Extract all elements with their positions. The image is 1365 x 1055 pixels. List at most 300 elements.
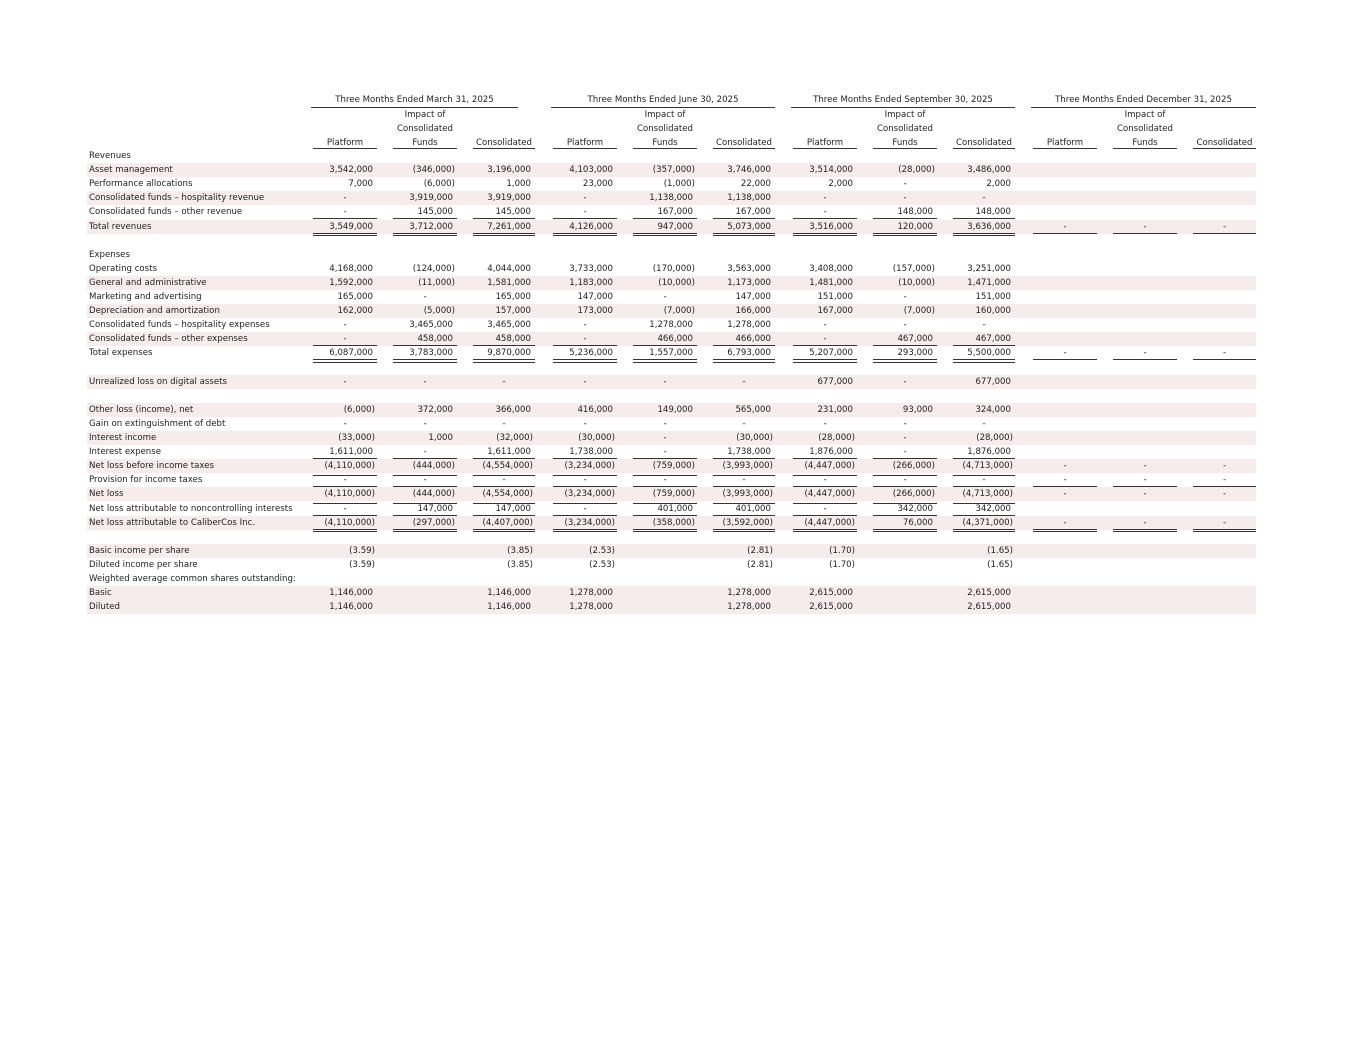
value-cell: 23,000 [582,179,613,190]
period-header: Three Months Ended September 30, 2025 [813,95,993,105]
row-label: Gain on extinguishment of debt [89,418,226,429]
period-header: Three Months Ended December 31, 2025 [1055,95,1232,105]
sum-underline [473,359,535,360]
value-cell: 565,000 [735,404,771,415]
value-cell: - [1063,461,1067,472]
value-cell: 2,615,000 [809,588,853,599]
row-label: Basic [89,588,112,599]
row-label: Unrealized loss on digital assets [89,376,227,387]
value-cell: 1,000 [506,179,531,190]
column-header-underline [873,148,937,149]
value-cell: 3,746,000 [727,165,771,176]
value-cell: (124,000) [412,263,455,274]
value-cell: 458,000 [495,334,531,345]
value-cell: (4,447,000) [804,517,855,528]
value-cell: 2,615,000 [967,602,1011,613]
value-cell: (346,000) [412,165,455,176]
value-cell: 1,738,000 [727,447,771,458]
value-cell: - [903,418,907,429]
value-cell: 1,278,000 [727,588,771,599]
row-label: Total expenses [89,348,153,359]
value-cell: 1,138,000 [649,193,693,204]
total-double-underline [873,362,937,363]
sum-underline [1033,529,1097,530]
total-double-underline [473,362,535,363]
total-double-underline [793,235,857,236]
sum-underline [553,233,617,234]
value-cell: (170,000) [652,263,695,274]
total-double-underline [393,362,457,363]
value-cell: - [502,475,506,486]
value-cell: (444,000) [412,489,455,500]
value-cell: (10,000) [898,277,935,288]
total-double-underline [633,235,697,236]
sum-underline [1193,233,1256,234]
value-cell: - [423,292,427,302]
row-label: Other loss (income), net [89,404,194,415]
value-cell: 93,000 [902,404,933,415]
column-header: Consolidated [1196,138,1253,148]
column-header: Platform [566,138,604,148]
value-cell: (266,000) [892,461,935,472]
value-cell: (7,000) [903,306,935,317]
column-header: Impact of [404,110,446,120]
value-cell: (2.81) [747,559,773,570]
sum-underline [393,359,457,360]
value-cell: 1,278,000 [727,602,771,613]
value-cell: 1,876,000 [967,447,1011,458]
sum-underline [793,233,857,234]
value-cell: 3,514,000 [809,165,853,176]
value-cell: 147,000 [577,292,613,302]
value-cell: (6,000) [423,179,455,190]
value-cell: 165,000 [337,292,373,302]
sum-double-underline [633,531,697,532]
value-cell: (157,000) [892,263,935,274]
column-header-underline [1033,148,1097,149]
sum-double-underline [1113,531,1177,532]
value-cell: 3,712,000 [409,221,453,232]
column-header: Impact of [644,110,686,120]
value-cell: - [343,193,347,204]
value-cell: (28,000) [818,433,855,443]
total-double-underline [633,362,697,363]
sum-double-underline [313,531,377,532]
sum-underline [1113,233,1177,234]
sum-underline [1113,359,1177,360]
value-cell: - [1143,475,1147,486]
value-cell: 148,000 [975,207,1011,218]
column-header: Consolidated [1116,124,1174,134]
column-header: Platform [806,138,844,148]
value-cell: 5,500,000 [967,348,1011,359]
value-cell: (3,234,000) [564,517,615,528]
value-cell: 166,000 [735,306,771,317]
value-cell: 401,000 [657,503,693,514]
sum-underline [313,529,377,530]
value-cell: 167,000 [817,306,853,317]
value-cell: 4,103,000 [569,165,613,176]
value-cell: - [823,193,827,204]
column-header: Funds [892,138,918,148]
value-cell: 2,615,000 [967,588,1011,599]
value-cell: 1,000 [428,433,453,443]
sum-underline [393,233,457,234]
value-cell: - [423,447,427,458]
sum-underline [713,359,775,360]
row-label: Weighted average common shares outstanding: [89,574,296,584]
value-cell: - [1143,517,1147,528]
value-cell: (1.70) [829,559,855,570]
column-header-underline [313,148,377,149]
value-cell: - [982,193,986,204]
value-cell: - [1143,348,1147,359]
value-cell: 147,000 [495,503,531,514]
value-cell: 3,919,000 [409,193,453,204]
value-cell: - [343,334,347,345]
value-cell: (11,000) [418,277,455,288]
value-cell: - [742,475,746,486]
sum-underline [713,529,775,530]
sum-underline [1193,359,1256,360]
value-cell: - [583,207,587,218]
sum-underline [953,529,1015,530]
value-cell: 157,000 [495,306,531,317]
value-cell: (3.85) [507,545,533,556]
value-cell: 162,000 [337,306,373,317]
value-cell: 2,615,000 [809,602,853,613]
row-label: Net loss [89,489,124,500]
sum-underline [1033,359,1097,360]
value-cell: 1,146,000 [329,588,373,599]
value-cell: - [823,475,827,486]
row-label: Net loss attributable to noncontrolling interests [89,503,293,514]
value-cell: (6,000) [343,404,375,415]
value-cell: - [982,475,986,486]
column-header: Funds [1132,138,1158,148]
column-header: Consolidated [876,124,934,134]
value-cell: - [1222,461,1227,472]
value-cell: - [1222,517,1227,528]
value-cell: 1,876,000 [809,447,853,458]
total-double-underline [953,235,1015,236]
value-cell: 466,000 [657,334,693,345]
value-cell: 466,000 [735,334,771,345]
value-cell: (759,000) [652,489,695,500]
sum-underline [793,359,857,360]
value-cell: 6,087,000 [329,348,373,359]
value-cell: - [583,418,587,429]
value-cell: (3,993,000) [722,489,773,500]
column-header: Platform [326,138,364,148]
sum-underline [473,529,535,530]
value-cell: 2,000 [986,179,1011,190]
sum-underline [713,233,775,234]
column-header-underline [1193,148,1256,149]
sum-underline [873,359,937,360]
value-cell: 5,207,000 [809,348,853,359]
value-cell: - [1222,348,1227,359]
value-cell: (4,407,000) [482,517,533,528]
sum-underline [953,359,1015,360]
value-cell: 3,465,000 [409,320,453,331]
value-cell: 3,919,000 [487,193,531,204]
sum-double-underline [1193,531,1256,532]
value-cell: - [583,475,587,486]
value-cell: 4,126,000 [569,221,613,232]
value-cell: 4,168,000 [329,263,373,274]
value-cell: (4,554,000) [482,461,533,472]
value-cell: 366,000 [495,404,531,415]
value-cell: - [583,376,587,387]
value-cell: - [903,292,907,302]
value-cell: 677,000 [817,376,853,387]
value-cell: 167,000 [657,207,693,218]
row-label: Performance allocations [89,179,193,190]
value-cell: 4,044,000 [487,263,531,274]
column-header: Funds [412,138,438,148]
value-cell: 1,278,000 [649,320,693,331]
value-cell: - [423,475,427,486]
total-double-underline [553,235,617,236]
column-header: Impact of [1124,110,1166,120]
value-cell: (2.81) [747,545,773,556]
row-label: Consolidated funds – hospitality revenue [89,193,265,204]
value-cell: (1,000) [663,179,695,190]
value-cell: (33,000) [338,433,375,443]
value-cell: 9,870,000 [487,348,531,359]
row-label: Expenses [89,249,130,260]
value-cell: - [1063,475,1067,486]
value-cell: 1,146,000 [329,602,373,613]
value-cell: - [1143,461,1147,472]
value-cell: 1,278,000 [569,602,613,613]
sum-underline [313,359,377,360]
value-cell: 231,000 [817,404,853,415]
value-cell: 3,196,000 [487,165,531,176]
value-cell: 1,481,000 [809,277,853,288]
value-cell: 3,563,000 [727,263,771,274]
sum-underline [393,529,457,530]
value-cell: 467,000 [897,334,933,345]
row-label: Diluted income per share [89,559,198,570]
value-cell: 1,278,000 [569,588,613,599]
value-cell: - [1143,221,1147,232]
value-cell: - [663,475,667,486]
value-cell: - [343,475,347,486]
value-cell: 458,000 [417,334,453,345]
value-cell: (10,000) [658,277,695,288]
value-cell: 1,183,000 [569,277,613,288]
value-cell: - [663,292,667,302]
value-cell: - [742,418,746,429]
row-label: Provision for income taxes [89,475,203,486]
total-double-underline [553,362,617,363]
value-cell: 3,542,000 [329,165,373,176]
value-cell: - [663,418,667,429]
sum-underline [473,233,535,234]
value-cell: (3.59) [349,559,375,570]
value-cell: 173,000 [577,306,613,317]
value-cell: (444,000) [412,461,455,472]
value-cell: 148,000 [897,207,933,218]
value-cell: (4,110,000) [324,517,375,528]
column-header-underline [953,148,1015,149]
value-cell: 3,408,000 [809,263,853,274]
value-cell: 416,000 [577,404,613,415]
value-cell: - [903,433,907,443]
value-cell: - [1063,221,1067,232]
row-label: Asset management [89,165,173,176]
sum-underline [553,529,617,530]
value-cell: 3,251,000 [967,263,1011,274]
column-header: Consolidated [955,138,1013,148]
sum-underline [873,529,937,530]
value-cell: 3,486,000 [967,165,1011,176]
value-cell: - [903,320,907,331]
sum-double-underline [953,531,1015,532]
sum-underline [873,233,937,234]
value-cell: 3,783,000 [409,348,453,359]
sum-double-underline [1033,531,1097,532]
value-cell: - [343,207,347,218]
row-label: Consolidated funds – other expenses [89,334,248,345]
value-cell: - [823,418,827,429]
row-label: Interest income [89,433,157,443]
value-cell: 342,000 [975,503,1011,514]
value-cell: - [663,447,667,458]
value-cell: 6,793,000 [727,348,771,359]
value-cell: - [823,320,827,331]
row-label: Consolidated funds – hospitality expenses [89,320,270,331]
value-cell: 165,000 [495,292,531,302]
value-cell: - [502,418,506,429]
value-cell: 324,000 [975,404,1011,415]
column-header: Consolidated [636,124,694,134]
value-cell: (32,000) [496,433,533,443]
sum-underline [1113,529,1177,530]
value-cell: 1,738,000 [569,447,613,458]
value-cell: - [1063,517,1067,528]
value-cell: 1,611,000 [487,447,531,458]
value-cell: 151,000 [975,292,1011,302]
value-cell: - [343,320,347,331]
value-cell: 7,000 [348,179,373,190]
value-cell: 167,000 [735,207,771,218]
value-cell: (4,371,000) [962,517,1013,528]
value-cell: 1,592,000 [329,277,373,288]
value-cell: (4,110,000) [324,489,375,500]
column-header-underline [553,148,617,149]
total-double-underline [873,235,937,236]
total-double-underline [473,235,535,236]
value-cell: 1,138,000 [727,193,771,204]
column-header: Consolidated [475,138,533,148]
value-cell: - [1063,348,1067,359]
value-cell: (1.70) [829,545,855,556]
column-header: Funds [652,138,678,148]
value-cell: (7,000) [663,306,695,317]
value-cell: (4,110,000) [324,461,375,472]
value-cell: 22,000 [740,179,771,190]
value-cell: (28,000) [898,165,935,176]
row-label: General and administrative [89,277,207,288]
value-cell: (4,447,000) [804,461,855,472]
value-cell: 3,516,000 [809,221,853,232]
value-cell: - [663,433,667,443]
row-shade [87,586,1256,600]
total-double-underline [393,235,457,236]
row-label: Revenues [89,151,131,161]
sum-underline [313,233,377,234]
row-label: Marketing and advertising [89,292,202,302]
column-header-underline [793,148,857,149]
value-cell: 5,073,000 [727,221,771,232]
column-header-underline [1113,148,1177,149]
row-shade [87,600,1256,614]
row-label: Total revenues [89,221,152,232]
value-cell: - [903,179,907,190]
row-label: Basic income per share [89,545,190,556]
row-shade [87,544,1256,558]
total-double-underline [793,362,857,363]
value-cell: - [1222,489,1227,500]
value-cell: 467,000 [975,334,1011,345]
value-cell: - [982,418,986,429]
total-double-underline [713,362,775,363]
period-header: Three Months Ended March 31, 2025 [335,95,494,105]
value-cell: 1,146,000 [487,602,531,613]
value-cell: - [663,376,667,387]
sum-underline [1193,529,1256,530]
value-cell: - [1063,489,1067,500]
value-cell: 145,000 [417,207,453,218]
row-label: Operating costs [89,263,158,274]
total-double-underline [313,362,377,363]
value-cell: - [583,334,587,345]
value-cell: 3,549,000 [329,221,373,232]
value-cell: 3,465,000 [487,320,531,331]
value-cell: - [583,503,587,514]
value-cell: - [823,503,827,514]
value-cell: - [502,376,506,387]
value-cell: (5,000) [423,306,455,317]
value-cell: 1,581,000 [487,277,531,288]
value-cell: 151,000 [817,292,853,302]
value-cell: 1,611,000 [329,447,373,458]
column-header-underline [473,148,535,149]
sum-double-underline [553,531,617,532]
value-cell: (3,234,000) [564,489,615,500]
sum-underline [793,529,857,530]
value-cell: 2,000 [828,179,853,190]
value-cell: 5,236,000 [569,348,613,359]
value-cell: - [742,376,746,387]
value-cell: 147,000 [735,292,771,302]
value-cell: - [903,447,907,458]
sum-underline [633,529,697,530]
value-cell: (30,000) [736,433,773,443]
value-cell: (3,993,000) [722,461,773,472]
value-cell: (30,000) [578,433,615,443]
total-double-underline [313,235,377,236]
sum-double-underline [793,531,857,532]
value-cell: - [1222,221,1227,232]
sum-double-underline [393,531,457,532]
value-cell: (4,554,000) [482,489,533,500]
value-cell: (357,000) [652,165,695,176]
value-cell: (3.59) [349,545,375,556]
